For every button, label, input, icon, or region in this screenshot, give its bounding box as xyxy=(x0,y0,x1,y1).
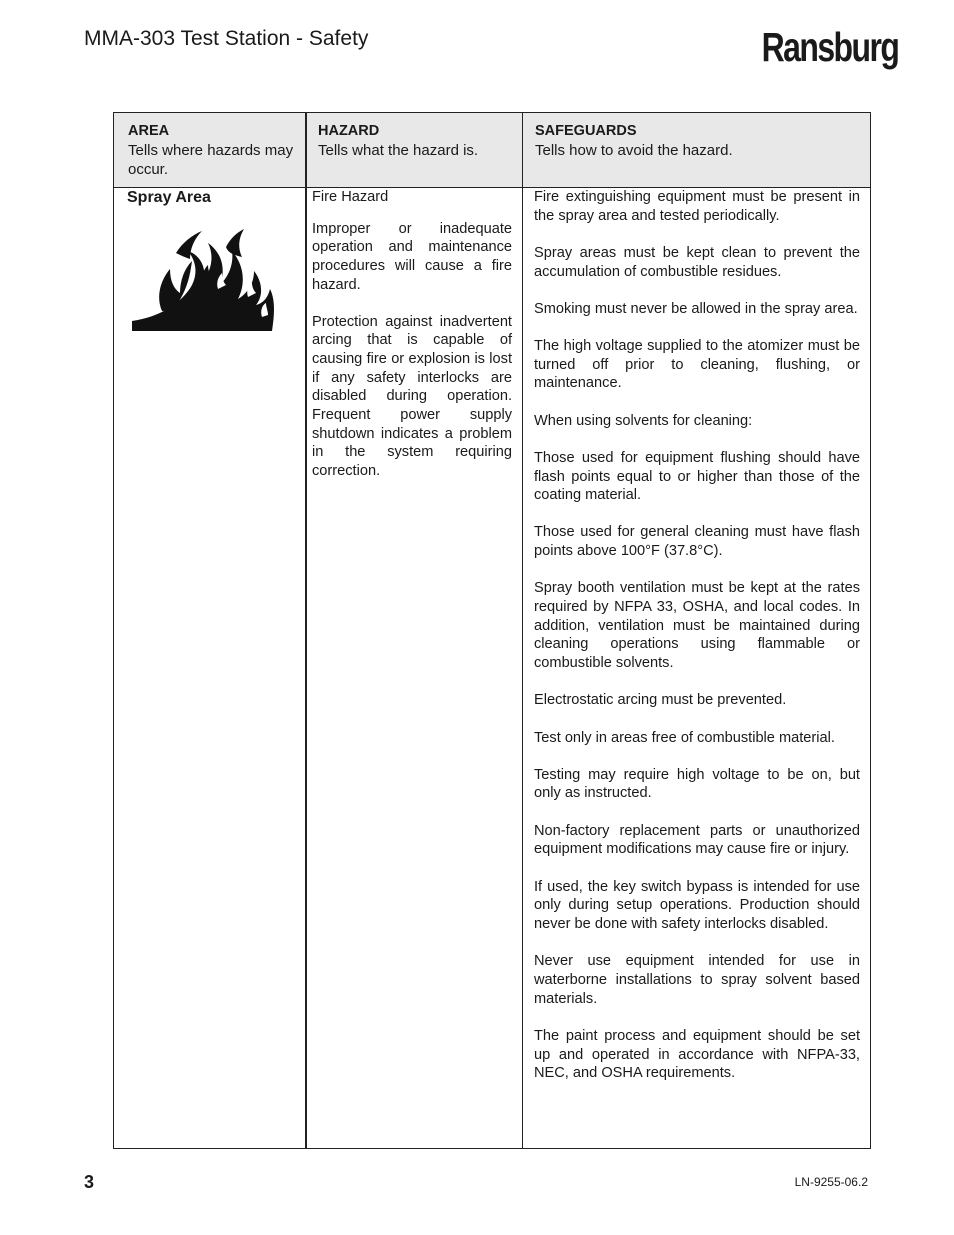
document-code: LN-9255-06.2 xyxy=(794,1175,868,1189)
safety-table xyxy=(113,112,871,1149)
safeguard-paragraph: Fire extinguishing equipment must be present in the spray area and tested periodically. xyxy=(534,189,860,224)
hazard-title: Fire Hazard xyxy=(312,189,389,205)
safeguard-paragraph: Electrostatic arcing must be prevented. xyxy=(534,692,787,709)
header-safeguards xyxy=(535,122,865,160)
safeguard-paragraph: If used, the key switch bypass is intended for use only during setup operations. Production should never be done with safety interlocks disabled. xyxy=(534,878,860,932)
header-area-description: Tells where hazards may occur. xyxy=(128,142,294,178)
page-number: 3 xyxy=(84,1172,95,1192)
safeguards-column xyxy=(534,188,860,1101)
hazard-paragraph: Protection against inadvertent arcing that is capable of causing fire or explosion is lost if any safety interlocks are disabled during operation. Frequent power supply shutdown indicates a problem in the system requiring correction. xyxy=(312,313,512,480)
brand-logo: Ransburg xyxy=(761,24,898,70)
safeguard-paragraph: Those used for equipment flushing should have flash points equal to or higher than those of the coating material. xyxy=(534,449,860,504)
column-divider xyxy=(522,113,523,1148)
safeguard-paragraph: Those used for general cleaning must have flash points above 100°F (37.8°C). xyxy=(534,524,860,560)
header-hazard-description: Tells what the hazard is. xyxy=(318,142,479,159)
header-hazard-heading: HAZARD xyxy=(318,123,380,139)
header-hazard xyxy=(318,122,518,160)
safeguard-paragraph: When using solvents for cleaning: xyxy=(534,412,753,429)
fire-hazard-icon xyxy=(130,225,276,331)
safeguard-paragraph: Spray areas must be kept clean to prevent the accumulation of combustible residues. xyxy=(534,244,860,280)
area-label: Spray Area xyxy=(127,189,211,206)
safeguard-paragraph: The paint process and equipment should be set up and operated in accordance with NFPA-33, NEC, and OSHA requirements. xyxy=(534,1027,860,1082)
header-area-heading: AREA xyxy=(128,123,170,139)
safeguard-paragraph: Testing may require high voltage to be on, but only as instructed. xyxy=(534,766,860,802)
safeguard-paragraph: The high voltage supplied to the atomizer must be turned off prior to cleaning, flushing, or maintenance. xyxy=(534,338,860,392)
safeguard-paragraph: Smoking must never be allowed in the spray area. xyxy=(534,300,858,317)
safeguard-paragraph: Test only in areas free of combustible material. xyxy=(534,729,835,746)
column-divider xyxy=(305,113,307,1148)
safeguard-paragraph: Spray booth ventilation must be kept at the rates required by NFPA 33, OSHA, and local codes. In addition, ventilation must be maintained during cleaning operations using flammable or combustible solvents. xyxy=(534,580,860,672)
hazard-column xyxy=(312,188,512,499)
header-area xyxy=(128,122,298,179)
page-title: MMA-303 Test Station - Safety xyxy=(84,27,369,50)
safeguard-paragraph: Never use equipment intended for use in waterborne installations to spray solvent based materials. xyxy=(534,953,860,1007)
safeguard-paragraph: Non-factory replacement parts or unauthorized equipment modifications may cause fire or injury. xyxy=(534,822,860,858)
header-safeguards-heading: SAFEGUARDS xyxy=(535,123,637,139)
header-safeguards-description: Tells how to avoid the hazard. xyxy=(535,142,733,159)
hazard-paragraph: Improper or inadequate operation and maintenance procedures will cause a fire hazard. xyxy=(312,220,512,293)
